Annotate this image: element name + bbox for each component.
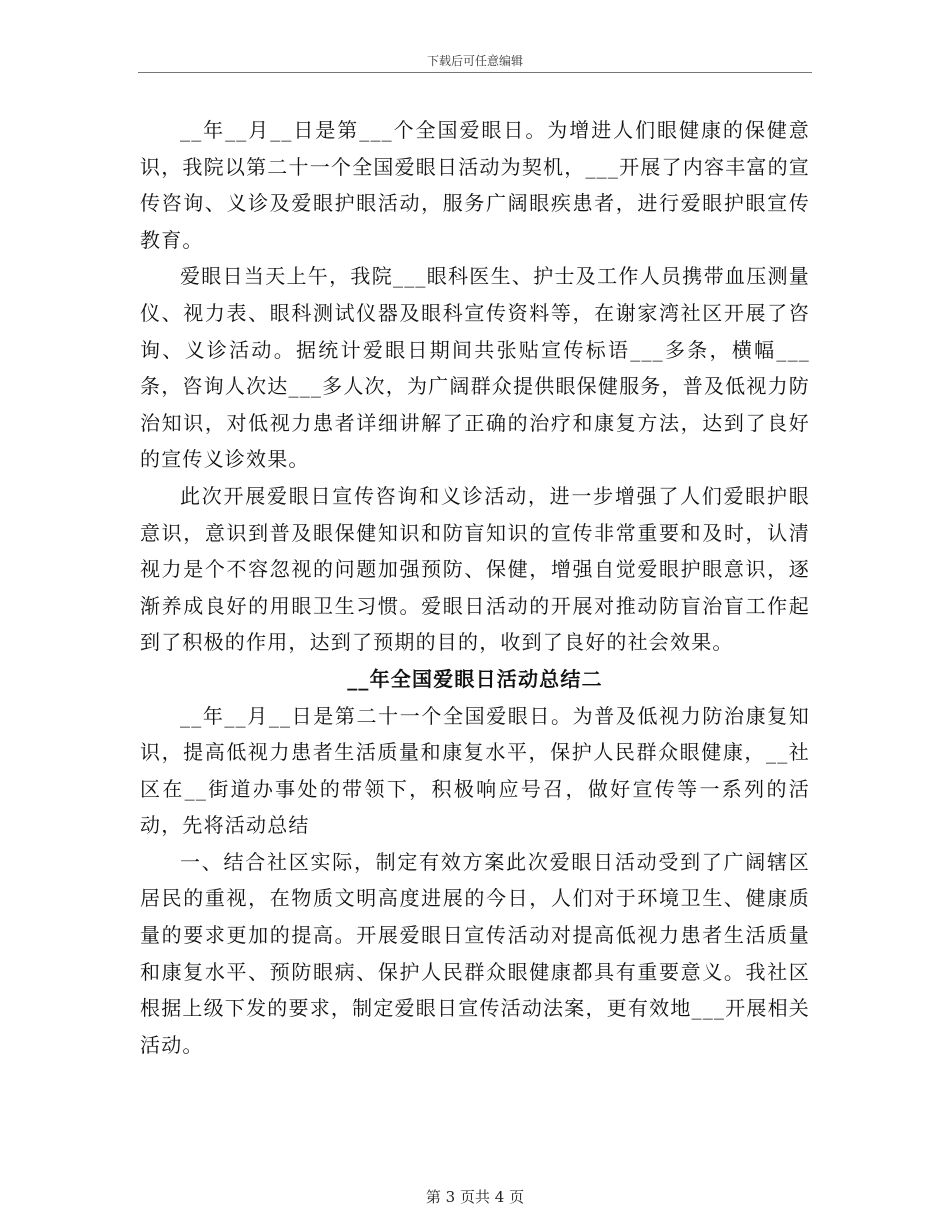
document-body <box>140 112 810 1063</box>
paragraph-3: 此次开展爱眼日宣传咨询和义诊活动，进一步增强了人们爱眼护眼意识，意识到普及眼保健知识和防盲知识的宣传非常重要和及时，认清视力是个不容忽视的问题加强预防、保健，增强自觉爱眼护眼意识，逐渐养成良好的用眼卫生习惯。爱眼日活动的开展对推动防盲治盲工作起到了积极的作用，达到了预期的目的，收到了良好的社会效果。 <box>140 483 810 655</box>
header-divider <box>138 72 812 73</box>
page-header: 下载后可任意编辑 <box>426 54 523 68</box>
section-paragraph-2: 一、结合社区实际，制定有效方案此次爱眼日活动受到了广阔辖区居民的重视，在物质文明高度进展的今日，人们对于环境卫生、健康质量的要求更加的提高。开展爱眼日宣传活动对提高低视力患者生活质量和康复水平、预防眼病、保护人民群众眼健康都具有重要意义。我社区根据上级下发的要求，制定爱眼日宣传活动法案，更有效地___开展相关活动。 <box>140 849 810 1057</box>
section-paragraph-1: __年__月__日是第二十一个全国爱眼日。为普及低视力防治康复知识，提高低视力患者生活质量和康复水平，保护人民群众眼健康，__社区在__街道办事处的带领下，积极响应号召，做好宣传等一系列的活动，先将活动总结 <box>140 703 810 838</box>
paragraph-2: 爱眼日当天上午，我院___眼科医生、护士及工作人员携带血压测量仪、视力表、眼科测试仪器及眼科宣传资料等，在谢家湾社区开展了咨询、义诊活动。据统计爱眼日期间共张贴宣传标语___多条，横幅___条，咨询人次达___多人次，为广阔群众提供眼保健服务，普及低视力防治知识，对低视力患者详细讲解了正确的治疗和康复方法，达到了良好的宣传义诊效果。 <box>140 264 810 472</box>
page-footer: 第 3 页共 4 页 <box>425 1188 525 1206</box>
section-heading: __年全国爱眼日活动总结二 <box>347 666 603 691</box>
paragraph-1: __年__月__日是第___个全国爱眼日。为增进人们眼健康的保健意识，我院以第二十一个全国爱眼日活动为契机，___开展了内容丰富的宣传咨询、义诊及爱眼护眼活动，服务广阔眼疾患者，进行爱眼护眼宣传教育。 <box>140 118 810 252</box>
